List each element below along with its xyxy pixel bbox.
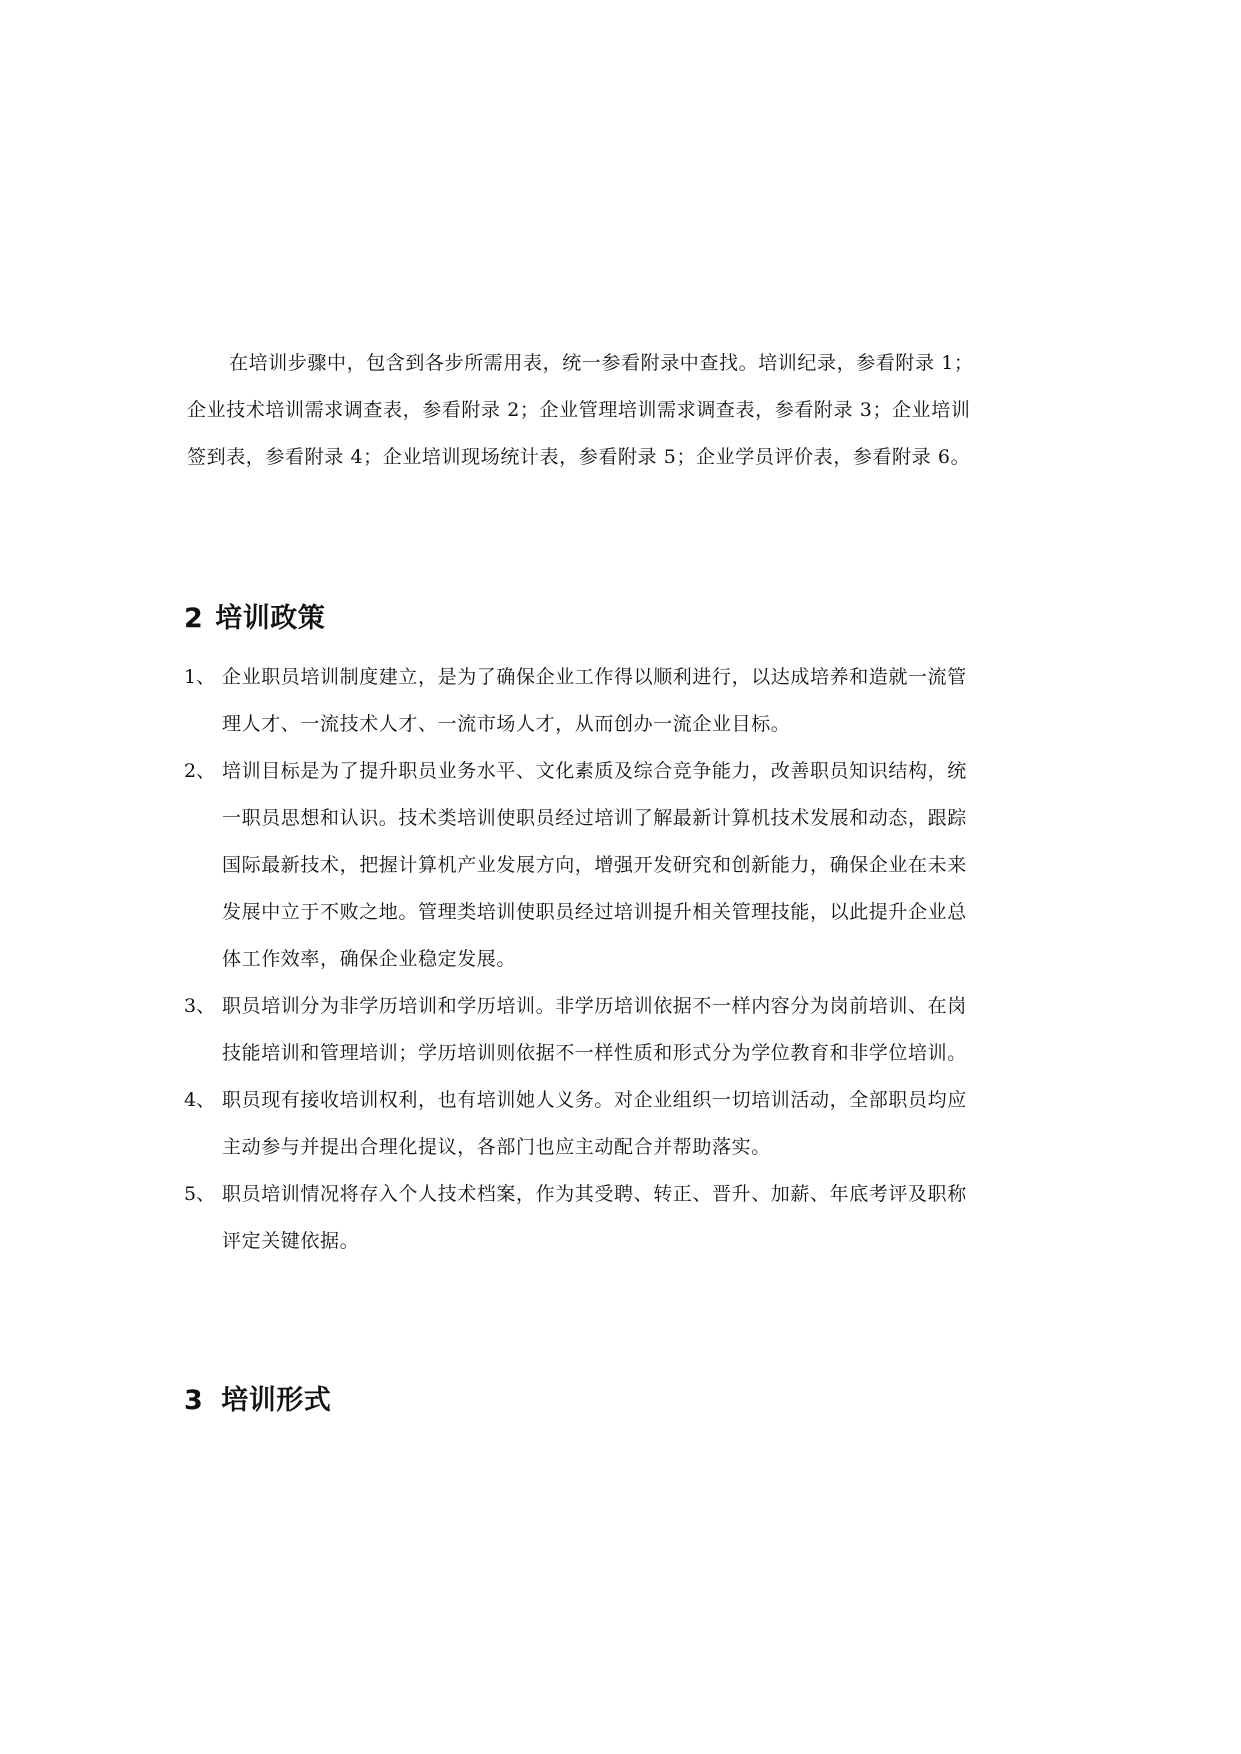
section-2-heading xyxy=(184,602,325,636)
list-item-line: 主动参与并提出合理化提议，各部门也应主动配合并帮助落实。 xyxy=(222,1136,771,1158)
list-item-number: 1、 xyxy=(184,666,216,688)
list-item-line: 职员培训情况将存入个人技术档案，作为其受聘、转正、晋升、加薪、年底考评及职称 xyxy=(222,1183,967,1205)
section-title: 培训政策 xyxy=(215,603,326,634)
section-number: 2 xyxy=(184,603,204,634)
list-item-line: 技能培训和管理培训；学历培训则依据不一样性质和形式分为学位教育和非学位培训。 xyxy=(222,1042,967,1064)
list-item-line: 理人才、一流技术人才、一流市场人才，从而创办一流企业目标。 xyxy=(222,713,791,735)
list-item-number: 3、 xyxy=(184,995,216,1017)
list-item-line: 培训目标是为了提升职员业务水平、文化素质及综合竞争能力，改善职员知识结构，统 xyxy=(222,760,967,782)
section-title: 培训形式 xyxy=(221,1385,332,1416)
list-item-number: 5、 xyxy=(184,1183,216,1205)
list-item-number: 4、 xyxy=(184,1089,216,1111)
list-item-line: 企业职员培训制度建立，是为了确保企业工作得以顺利进行，以达成培养和造就一流管 xyxy=(222,666,967,688)
section-3-heading xyxy=(184,1384,331,1418)
list-item-line: 评定关键依据。 xyxy=(222,1230,360,1252)
list-item-line: 体工作效率，确保企业稳定发展。 xyxy=(222,948,517,970)
list-item-line: 一职员思想和认识。技术类培训使职员经过培训了解最新计算机技术发展和动态，跟踪 xyxy=(222,807,967,829)
list-item-line: 职员培训分为非学历培训和学历培训。非学历培训依据不一样内容分为岗前培训、在岗 xyxy=(222,995,967,1017)
section-number: 3 xyxy=(184,1385,204,1416)
intro-line: 签到表，参看附录 4；企业培训现场统计表，参看附录 5；企业学员评价表，参看附录 6。 xyxy=(187,446,971,468)
intro-line: 在培训步骤中，包含到各步所需用表，统一参看附录中查找。培训纪录，参看附录 1； xyxy=(229,352,974,374)
list-item-line: 国际最新技术，把握计算机产业发展方向，增强开发研究和创新能力，确保企业在未来 xyxy=(222,854,967,876)
list-item-line: 职员现有接收培训权利，也有培训她人义务。对企业组织一切培训活动，全部职员均应 xyxy=(222,1089,967,1111)
intro-line: 企业技术培训需求调查表，参看附录 2；企业管理培训需求调查表，参看附录 3；企业培训 xyxy=(187,399,971,421)
list-item-line: 发展中立于不败之地。管理类培训使职员经过培训提升相关管理技能，以此提升企业总 xyxy=(222,901,967,923)
list-item-number: 2、 xyxy=(184,760,216,782)
